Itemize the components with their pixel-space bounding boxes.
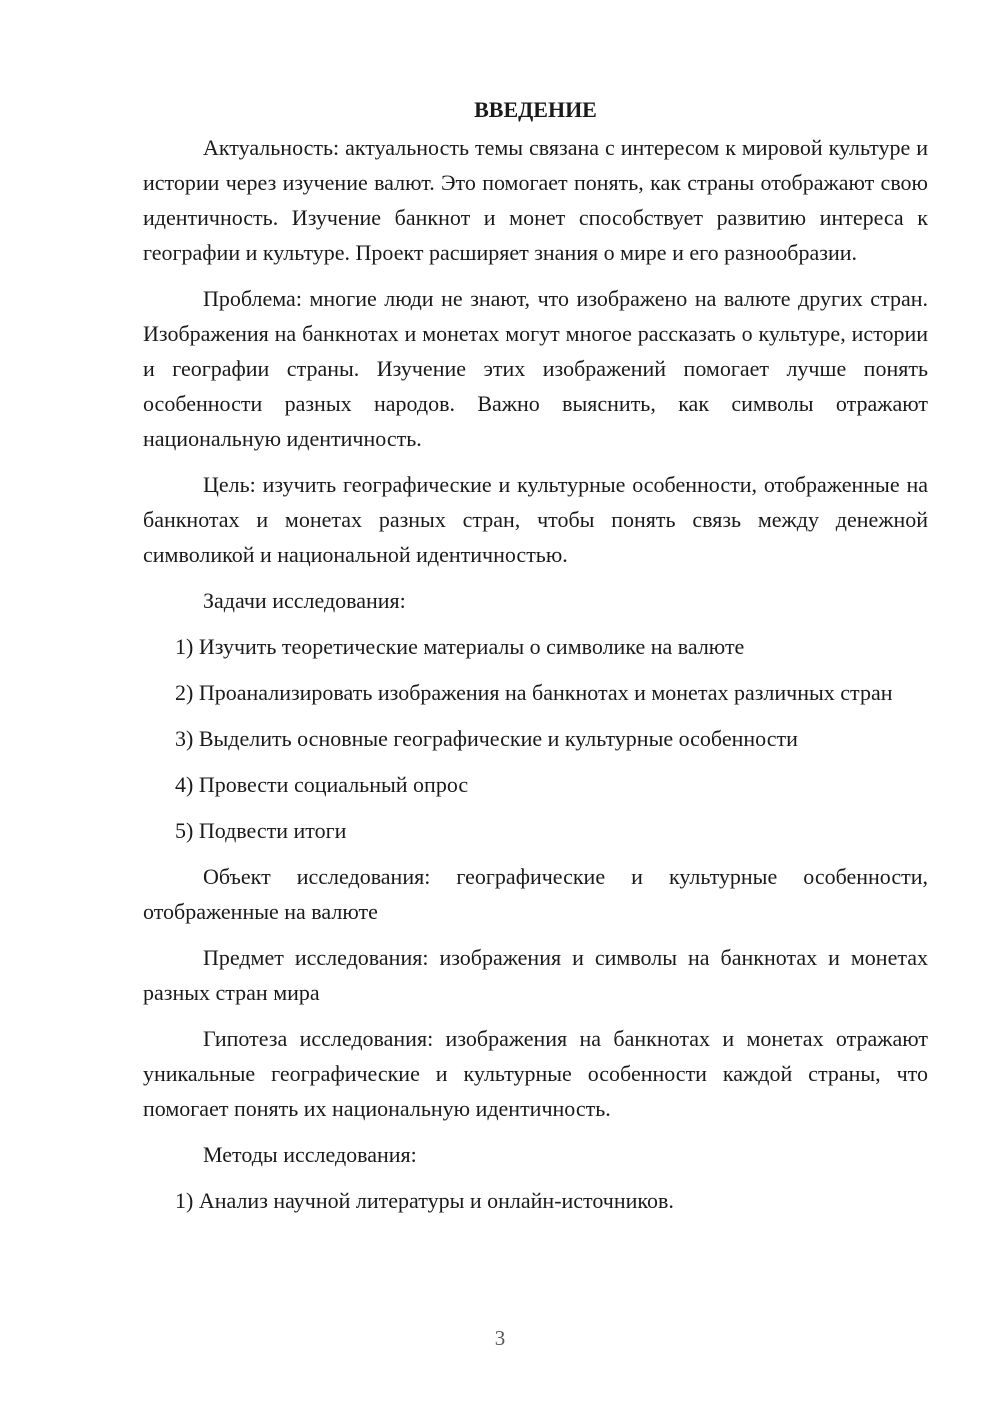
task-item: 3) Выделить основные географические и культурные особенности [175,726,798,751]
methods-heading: Методы исследования: [203,1142,417,1167]
subject-paragraph: Предмет исследования: изображения и символы на банкнотах и монетах разных стран мира [143,945,928,1005]
relevance-paragraph: Актуальность: актуальность темы связана с интересом к мировой культуре и истории через изучение валют. Это помогает понять, как страны отображают свою идентичность. Изучение банкнот и монет способствует развитию интереса к географии и культуре. Проект расширяет знания о мире и его разнообразии. [143,135,928,265]
page-number: 3 [494,1326,506,1350]
tasks-heading: Задачи исследования: [203,588,406,613]
task-item: 5) Подвести итоги [175,818,347,843]
task-item: 1) Изучить теоретические материалы о символике на валюте [175,634,745,659]
section-title: ВВЕДЕНИЕ [474,97,597,122]
method-item: 1) Анализ научной литературы и онлайн-источников. [175,1188,674,1213]
task-item: 4) Провести социальный опрос [175,772,469,797]
task-item: 2) Проанализировать изображения на банкнотах и монетах различных стран [175,680,893,705]
problem-paragraph: Проблема: многие люди не знают, что изображено на валюте других стран. Изображения на банкнотах и монетах могут многое рассказать о культуре, истории и географии страны. Изучение этих изображений помогает лучше понять особенности разных народов. Важно выяснить, как символы отражают национальную идентичность. [143,286,928,451]
goal-paragraph: Цель: изучить географические и культурные особенности, отображенные на банкнотах и монетах разных стран, чтобы понять связь между денежной символикой и национальной идентичностью. [143,472,928,567]
hypothesis-paragraph: Гипотеза исследования: изображения на банкнотах и монетах отражают уникальные географические и культурные особенности каждой страны, что помогает понять их национальную идентичность. [143,1026,928,1121]
object-paragraph: Объект исследования: географические и культурные особенности, отображенные на валюте [143,864,928,924]
